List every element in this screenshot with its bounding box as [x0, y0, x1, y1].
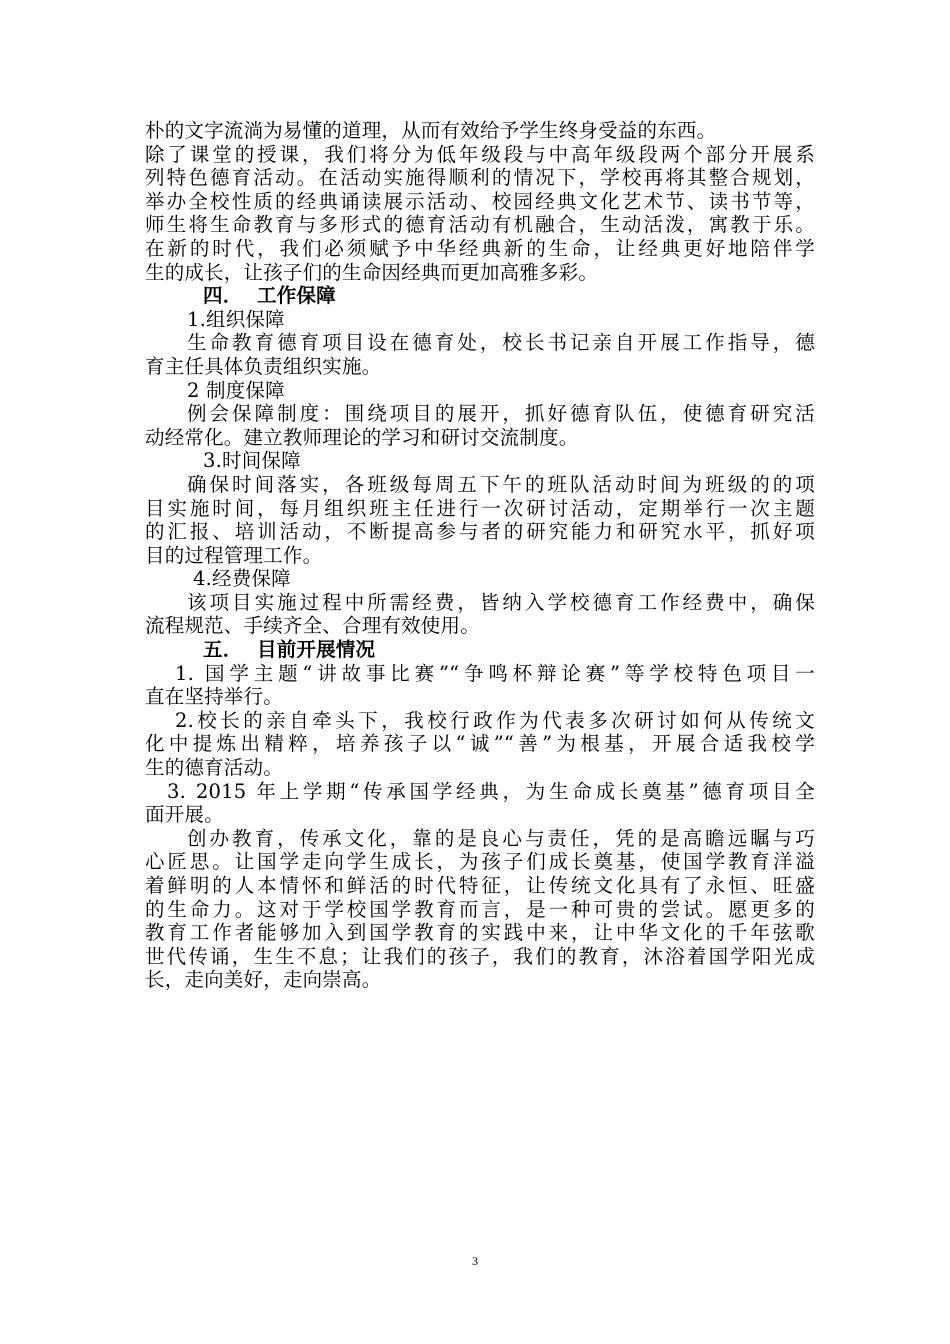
- paragraph-line: 的汇报、培训活动，不断提高参与者的研究能力和研究水平，抓好项: [145, 520, 815, 544]
- section-number: 四．: [203, 284, 243, 308]
- paragraph-line: 育主任具体负责组织实施。: [145, 354, 382, 378]
- document-body: [145, 119, 815, 992]
- paragraph-line: 列特色德育活动。在活动实施得顺利的情况下，学校再将其整合规划，: [145, 166, 815, 190]
- paragraph-line: 着鲜明的人本情怀和鲜活的时代特征，让传统文化具有了永恒、旺盛: [145, 874, 815, 897]
- list-item-line: 直在坚持举行。: [145, 685, 283, 709]
- paragraph-line: 生的成长，让孩子们的生命因经典而更加高雅多彩。: [145, 260, 599, 284]
- paragraph-line: 该项目实施过程中所需经费，皆纳入学校德育工作经费中，确保: [187, 590, 815, 614]
- paragraph-line: 确保时间落实，各班级每周五下午的班队活动时间为班级的的项: [187, 472, 815, 496]
- list-item-line: 2.校长的亲自牵头下，我校行政作为代表多次研讨如何从传统文: [175, 708, 815, 732]
- paragraph-line: 动经常化。建立教师理论的学习和研讨交流制度。: [145, 425, 579, 449]
- subsection-heading: 3.时间保障: [203, 449, 301, 473]
- paragraph-line: 长，走向美好，走向崇高。: [145, 968, 382, 992]
- paragraph-line: 的生命力。这对于学校国学教育而言，是一种可贵的尝试。愿更多的: [145, 897, 815, 921]
- paragraph-line: 目实施时间，每月组织班主任进行一次研讨活动，定期举行一次主题: [145, 496, 815, 520]
- paragraph-line: 师生将生命教育与多形式的德育活动有机融合，生动活泼，寓教于乐。: [145, 213, 815, 237]
- subsection-heading: 2 制度保障: [187, 378, 285, 402]
- section-title: 工作保障: [257, 284, 336, 308]
- paragraph-line: 目的过程管理工作。: [145, 543, 323, 567]
- section-number: 五．: [203, 638, 243, 662]
- section-title: 目前开展情况: [257, 638, 376, 662]
- subsection-heading: 1.组织保障: [187, 307, 285, 331]
- paragraph-line: 心匠思。让国学走向学生成长，为孩子们成长奠基，使国学教育洋溢: [145, 850, 815, 874]
- paragraph-line: 朴的文字流淌为易懂的道理，从而有效给予学生终身受益的东西。: [145, 119, 717, 142]
- paragraph-line: 流程规范、手续齐全、合理有效使用。: [145, 614, 480, 638]
- paragraph-line: 世代传诵，生生不息；让我们的孩子，我们的教育，沐浴着国学阳光成: [145, 944, 815, 968]
- list-item-line: 化中提炼出精粹，培养孩子以“诚”“善”为根基，开展合适我校学: [145, 732, 815, 756]
- paragraph-line: 例会保障制度：围绕项目的展开，抓好德育队伍，使德育研究活: [187, 402, 815, 426]
- list-item-line: 3. 2015 年上学期“传承国学经典，为生命成长奠基”德育项目全: [167, 779, 815, 803]
- paragraph-line: 教育工作者能够加入到国学教育的实践中来，让中华文化的千年弦歌: [145, 921, 815, 945]
- section-heading-4: [145, 284, 815, 308]
- section-heading-5: [145, 638, 815, 662]
- list-item-line: 生的德育活动。: [145, 756, 283, 780]
- paragraph-line: 在新的时代，我们必须赋予中华经典新的生命，让经典更好地陪伴学: [145, 236, 815, 260]
- paragraph-line: 创办教育，传承文化，靠的是良心与责任，凭的是高瞻远瞩与巧: [187, 826, 815, 850]
- list-item-line: 面开展。: [145, 803, 224, 827]
- subsection-heading: 4.经费保障: [193, 567, 291, 591]
- paragraph-line: 生命教育德育项目设在德育处，校长书记亲自开展工作指导，德: [187, 331, 815, 355]
- list-item-line: 1. 国学主题“讲故事比赛”“争鸣杯辩论赛”等学校特色项目一: [175, 661, 815, 685]
- page-number: 3: [472, 1254, 478, 1268]
- paragraph-line: 举办全校性质的经典诵读展示活动、校园经典文化艺术节、读书节等，: [145, 189, 815, 213]
- paragraph-line: 除了课堂的授课，我们将分为低年级段与中高年级段两个部分开展系: [145, 142, 815, 166]
